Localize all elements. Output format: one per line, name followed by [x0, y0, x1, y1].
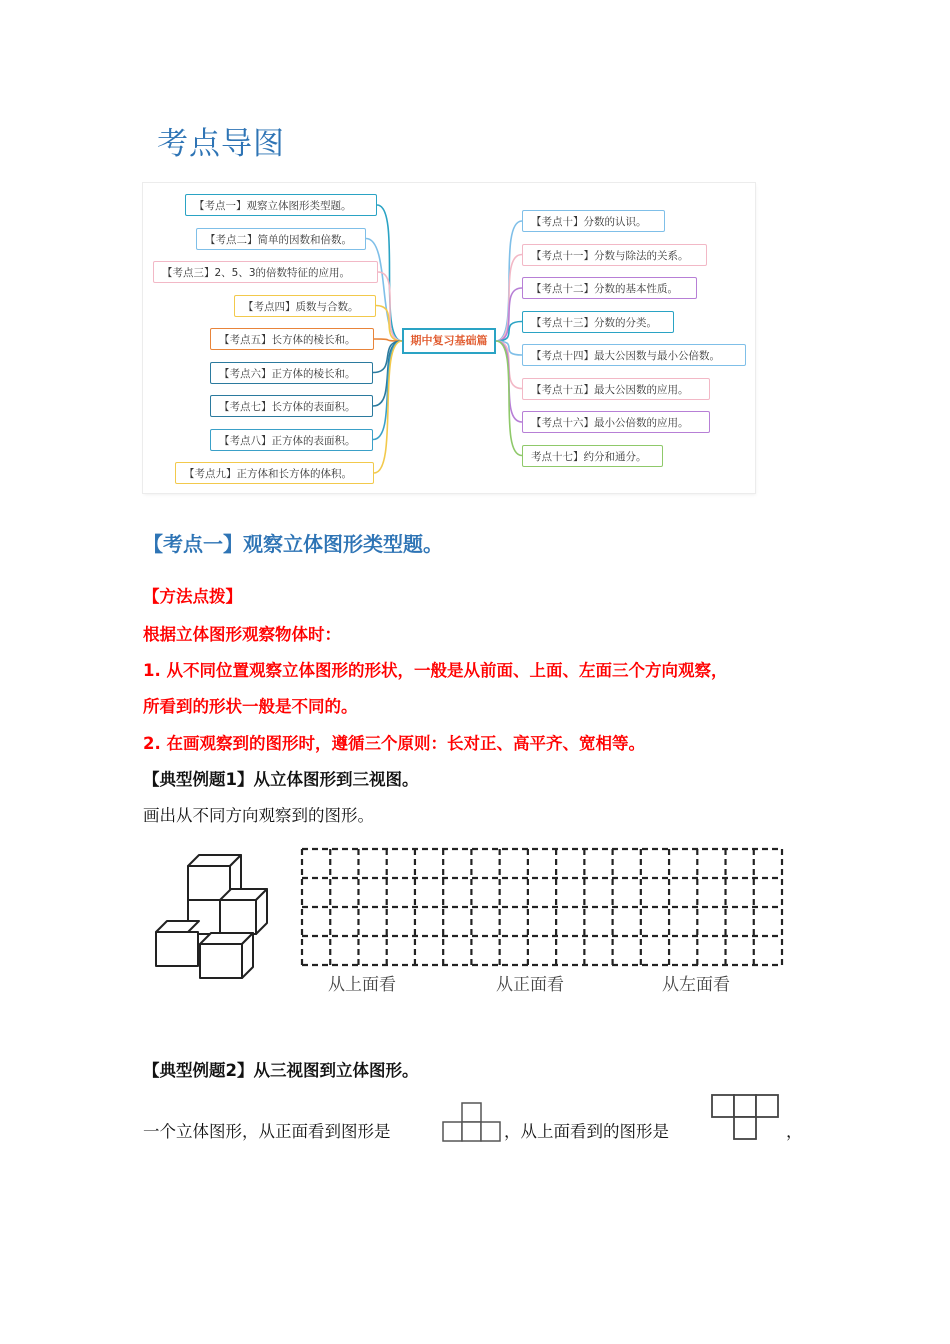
example2-text-a: 一个立体图形，从正面看到图形是 [143, 1122, 391, 1141]
mind-map-node-left-2: 【考点二】简单的因数和倍数。 [196, 228, 366, 250]
mind-map-center-node: 期中复习基础篇 [402, 328, 496, 354]
cube-stack-figure [150, 852, 275, 982]
grid-label-front-view: 从正面看 [496, 975, 564, 995]
example2-text-b: ，从上面看到的图形是 [504, 1122, 669, 1141]
method-line-3: 所看到的形状一般是不同的。 [143, 697, 358, 716]
mind-map-node-left-6: 【考点六】正方体的棱长和。 [210, 362, 373, 384]
example2-text-c: ， [786, 1122, 803, 1141]
example2-heading: 【典型例题2】从三视图到立体图形。 [143, 1061, 419, 1080]
method-line-4: 2. 在画观察到的图形时，遵循三个原则：长对正、高平齐、宽相等。 [143, 734, 645, 753]
mind-map-node-right-8: 考点十七】约分和通分。 [522, 445, 663, 467]
example1-heading: 【典型例题1】从立体图形到三视图。 [143, 770, 419, 789]
mind-map-node-right-1: 【考点十】分数的认识。 [522, 210, 665, 232]
mind-map-node-right-3: 【考点十二】分数的基本性质。 [522, 277, 697, 299]
mind-map-node-right-7: 【考点十六】最小公倍数的应用。 [522, 411, 710, 433]
front-view-figure [442, 1101, 502, 1143]
method-line-1: 根据立体图形观察物体时： [143, 625, 341, 644]
mind-map-node-right-4: 【考点十三】分数的分类。 [522, 311, 674, 333]
mind-map-node-left-7: 【考点七】长方体的表面积。 [210, 395, 373, 417]
mind-map-node-left-1: 【考点一】观察立体图形类型题。 [185, 194, 377, 216]
mind-map-node-right-5: 【考点十四】最大公因数与最小公倍数。 [522, 344, 746, 366]
dashed-drawing-grid [299, 846, 785, 968]
mind-map-node-left-3: 【考点三】2、5、3的倍数特征的应用。 [153, 261, 378, 283]
example1-text: 画出从不同方向观察到的图形。 [143, 806, 374, 825]
mind-map-branch-left-2 [366, 239, 402, 342]
mind-map-node-right-2: 【考点十一】分数与除法的关系。 [522, 244, 707, 266]
mind-map-node-left-4: 【考点四】质数与合数。 [234, 295, 376, 317]
method-heading: 【方法点拨】 [143, 587, 242, 606]
mind-map-node-left-9: 【考点九】正方体和长方体的体积。 [175, 462, 374, 484]
section-title: 【考点一】观察立体图形类型题。 [143, 532, 443, 556]
mind-map-node-left-8: 【考点八】正方体的表面积。 [210, 429, 373, 451]
mind-map-node-right-6: 【考点十五】最大公因数的应用。 [522, 378, 710, 400]
method-line-2: 1. 从不同位置观察立体图形的形状，一般是从前面、上面、左面三个方向观察， [143, 661, 728, 680]
top-view-figure [710, 1093, 780, 1141]
grid-label-left-view: 从左面看 [662, 975, 730, 995]
page-title: 考点导图 [157, 126, 285, 162]
mind-map-branch-left-4 [376, 306, 402, 342]
mind-map-node-left-5: 【考点五】长方体的棱长和。 [210, 328, 374, 350]
mind-map [143, 183, 755, 493]
grid-label-top-view: 从上面看 [328, 975, 396, 995]
